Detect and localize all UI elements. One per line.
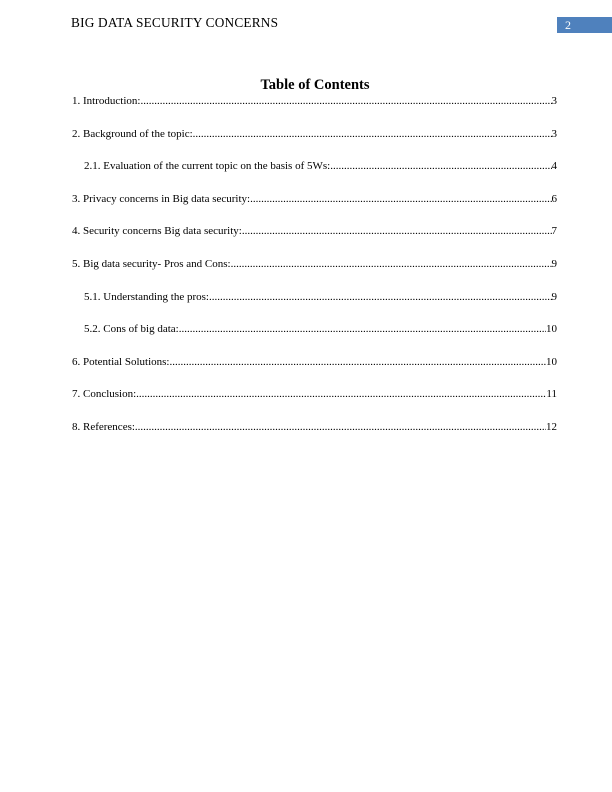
toc-entry-label: 5.2. Cons of big data: (84, 323, 179, 336)
toc-entry-introduction[interactable] (72, 94, 557, 108)
toc-entry-label: 7. Conclusion: (72, 388, 137, 401)
toc-entry-label: 8. References: (72, 420, 135, 433)
toc-dot-leader (169, 355, 546, 369)
toc-entry-page: 10 (546, 323, 557, 336)
toc-dot-leader (242, 224, 552, 238)
toc-entry-page: 7 (551, 225, 557, 238)
toc-entry-evaluation-5ws[interactable] (72, 159, 557, 173)
toc-dot-leader (330, 159, 551, 173)
toc-entry-page: 6 (551, 192, 557, 205)
toc-dot-leader (179, 322, 546, 336)
toc-entry-label: 6. Potential Solutions: (72, 355, 170, 368)
toc-dot-leader (193, 127, 552, 141)
toc-dot-leader (136, 387, 546, 401)
toc-entry-label: 4. Security concerns Big data security: (72, 225, 242, 238)
toc-entry-label: 1. Introduction: (72, 95, 141, 107)
page-number-badge (557, 17, 612, 33)
toc-entry-page: 11 (546, 388, 557, 401)
toc-entry-page: 10 (546, 355, 557, 368)
toc-dot-leader (209, 290, 552, 304)
toc-entry-cons-of-big-data[interactable] (72, 322, 557, 336)
toc-dot-leader (231, 257, 552, 271)
toc-entry-page: 3 (551, 127, 557, 140)
toc-entry-privacy-concerns[interactable] (72, 192, 557, 206)
toc-heading: Table of Contents (260, 77, 370, 93)
toc-entry-background[interactable] (72, 127, 557, 141)
toc-entry-page: 9 (551, 257, 557, 270)
toc-dot-leader (135, 420, 546, 434)
toc-entry-label: 5. Big data security- Pros and Cons: (72, 257, 231, 270)
toc-entry-page: 9 (551, 290, 557, 303)
toc-entry-pros-and-cons[interactable] (72, 257, 557, 271)
toc-entry-understanding-pros[interactable] (72, 290, 557, 304)
toc-entry-label: 2. Background of the topic: (72, 127, 193, 140)
toc-dot-leader (140, 94, 551, 108)
toc-entry-security-concerns[interactable] (72, 224, 557, 238)
toc-entry-references[interactable] (72, 420, 557, 434)
toc-entry-label: 2.1. Evaluation of the current topic on the basis of 5Ws: (84, 160, 331, 173)
toc-entry-label: 3. Privacy concerns in Big data security: (72, 192, 251, 205)
table-of-contents (72, 94, 557, 453)
toc-dot-leader (250, 192, 551, 206)
toc-entry-potential-solutions[interactable] (72, 355, 557, 369)
toc-entry-page: 3 (551, 95, 557, 107)
page-number: 2 (565, 18, 571, 32)
toc-entry-page: 12 (546, 420, 557, 433)
toc-entry-label: 5.1. Understanding the pros: (84, 290, 209, 303)
toc-entry-conclusion[interactable] (72, 387, 557, 401)
running-header-title: BIG DATA SECURITY CONCERNS (71, 15, 279, 30)
toc-entry-page: 4 (551, 160, 557, 173)
